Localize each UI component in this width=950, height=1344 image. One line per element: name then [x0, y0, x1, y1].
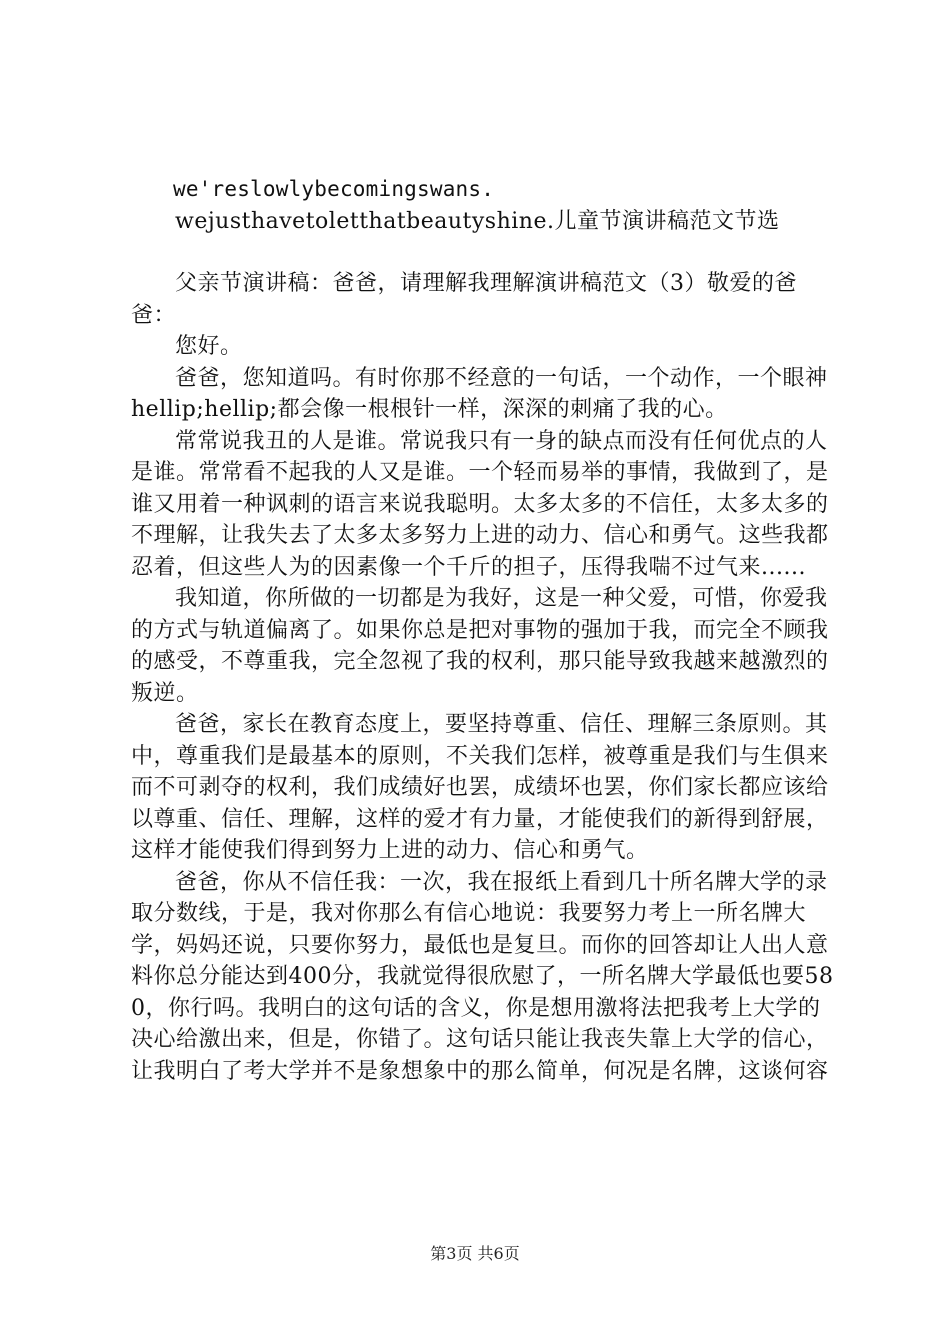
paragraph-speech-title: 父亲节演讲稿：爸爸，请理解我理解演讲稿范文（3）敬爱的爸爸： [131, 271, 797, 328]
page-number-label: 第3页 共6页 [430, 1244, 520, 1263]
paragraph: 爸爸，你从不信任我：一次，我在报纸上看到几十所名牌大学的录取分数线，于是，我对你那么有信心地说：我要努力考上一所名牌大学，妈妈还说，只要你努力，最低也是复旦。而你的回答却让人出人意料你总分能达到400分，我就觉得很欣慰了，一所名牌大学最低也要580，你行吗。我明白的这句话的含义，你是想用激将法把我考上大学的决心给激出来，但是，你错了。这句话只能让我丧失靠上大学的信心，让我明白了考大学并不是象想象中的那么简单，何况是名牌，这谈何容 [131, 869, 834, 1084]
page-footer [0, 1241, 950, 1264]
document-body [131, 174, 834, 1087]
paragraph-greeting: 您好。 [175, 334, 243, 359]
paragraph-english-line-1: we'reslowlybecomingswans. [173, 177, 495, 201]
paragraph: 爸爸，您知道吗。有时你那不经意的一句话，一个动作，一个眼神hellip;hellip;都会像一根根针一样，深深的刺痛了我的心。 [131, 365, 828, 422]
paragraph-english-line-2: wejusthavetoletthatbeautyshine.儿童节演讲稿范文节选 [175, 208, 780, 234]
paragraph: 常常说我丑的人是谁。常说我只有一身的缺点而没有任何优点的人是谁。常常看不起我的人又是谁。一个轻而易举的事情，我做到了，是谁又用着一种讽刺的语言来说我聪明。太多太多的不信任，太多太多的不理解，让我失去了太多太多努力上进的动力、信心和勇气。这些我都忍着，但这些人为的因素像一个千斤的担子，压得我喘不过气来...... [131, 428, 829, 580]
paragraph: 我知道，你所做的一切都是为我好，这是一种父爱，可惜，你爱我的方式与轨道偏离了。如果你总是把对事物的强加于我，而完全不顾我的感受，不尊重我，完全忽视了我的权利，那只能导致我越来越激烈的叛逆。 [131, 586, 829, 706]
paragraph: 爸爸，家长在教育态度上，要坚持尊重、信任、理解三条原则。其中，尊重我们是最基本的原则，不关我们怎样，被尊重是我们与生俱来而不可剥夺的权利，我们成绩好也罢，成绩坏也罢，你们家长都应该给以尊重、信任、理解，这样的爱才有力量，才能使我们的新得到舒展，这样才能使我们得到努力上进的动力、信心和勇气。 [131, 712, 829, 863]
